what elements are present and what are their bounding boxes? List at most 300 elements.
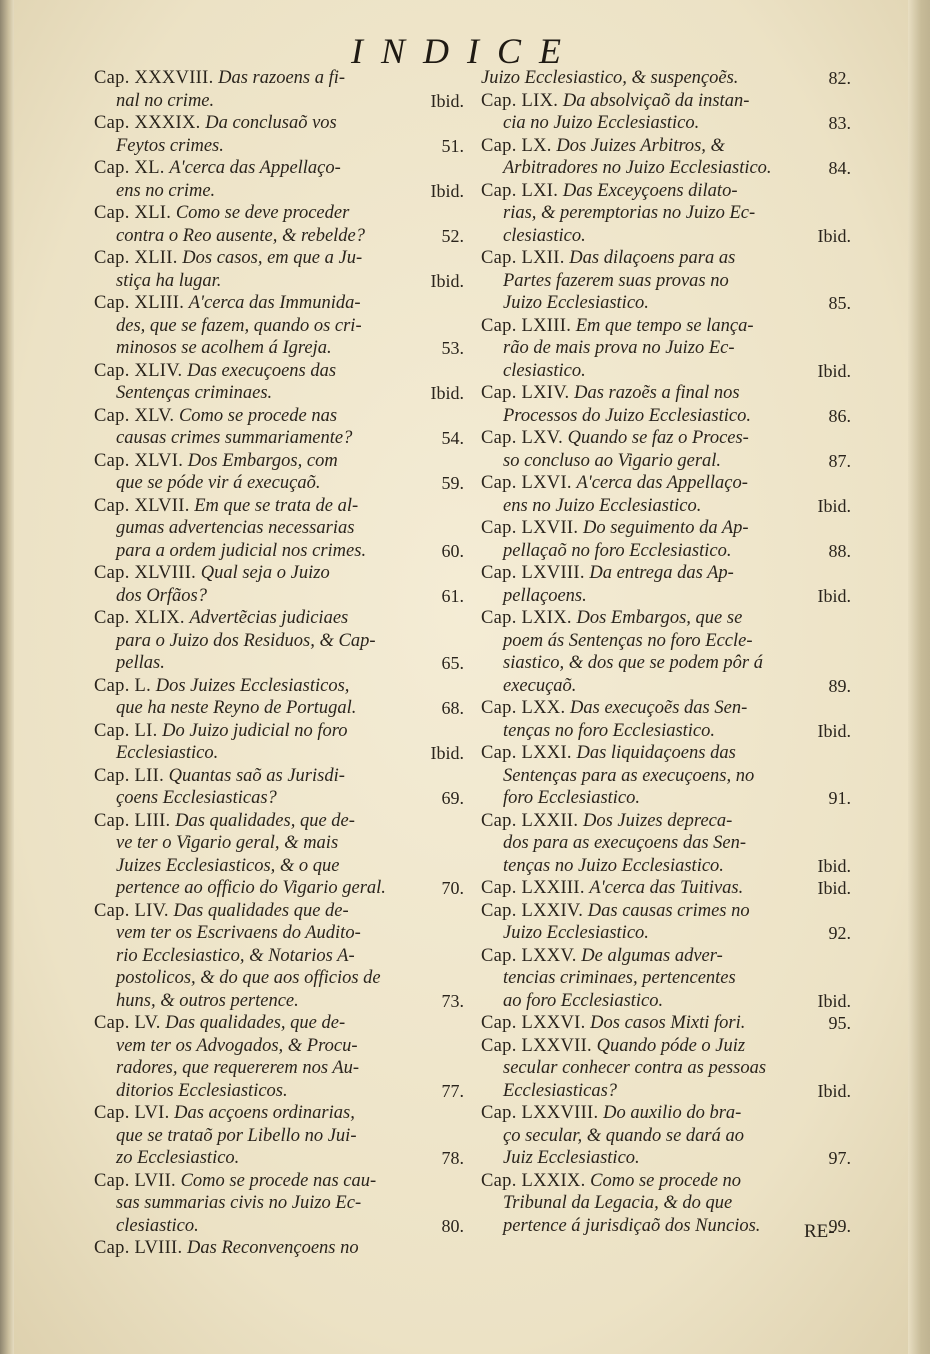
chapter-title-text: A'cerca das Appellaço- [169, 158, 341, 178]
index-entry [94, 607, 464, 675]
chapter-title-text: çoens Ecclesiasticas? [116, 788, 277, 808]
chapter-title-text: Da conclusaõ vos [205, 113, 337, 133]
chapter-title-text: siastico, & dos que se podem pôr á [503, 653, 764, 673]
entry-continuation-line [94, 90, 464, 113]
index-entry [481, 90, 851, 135]
chapter-title-text: Das qualidades, que de- [165, 1013, 346, 1033]
chapter-number: Cap. LX. [481, 135, 552, 156]
entry-first-line [94, 810, 464, 833]
chapter-title-text: Sentenças criminaes. [116, 383, 273, 403]
index-entry [481, 945, 851, 1013]
entry-first-line [94, 247, 464, 270]
page-reference: 84. [828, 158, 851, 178]
index-entry [481, 742, 851, 810]
entry-continuation-line [481, 720, 851, 743]
page-reference: Ibid. [817, 225, 851, 246]
chapter-title-text: secular conhecer contra as pessoas [503, 1058, 767, 1078]
index-entry [94, 247, 464, 292]
chapter-title-text: Da absolviçaõ da instan- [562, 90, 750, 111]
chapter-title-text: rio Ecclesiastico, & Notarios A- [116, 945, 355, 966]
entry-continuation-line [94, 135, 464, 158]
entry-continuation-line [94, 1147, 464, 1170]
chapter-title-text: Juizo Ecclesiastico. [503, 923, 649, 943]
page-reference: 95. [828, 1013, 851, 1033]
index-entry [481, 900, 851, 945]
chapter-title-text: Feytos crimes. [116, 135, 224, 156]
chapter-title-text: Das Exceyçoens dilato- [562, 180, 738, 201]
chapter-title-text: dos para as execuçoens das Sen- [503, 833, 747, 853]
entry-continuation-line [94, 427, 464, 450]
chapter-title-text: pellas. [116, 653, 165, 673]
chapter-title-text: poem ás Sentenças no foro Eccle- [503, 630, 753, 651]
entry-continuation-line [481, 360, 851, 383]
entry-first-line [481, 517, 851, 540]
index-entry [481, 517, 851, 562]
chapter-title-text: cia no Juizo Ecclesiastico. [503, 113, 700, 133]
index-entry [94, 1170, 464, 1238]
chapter-title-text: rão de mais prova no Juizo Ec- [503, 338, 735, 358]
index-entry [94, 720, 464, 765]
chapter-number: Cap. LXXIV. [481, 900, 584, 921]
entry-first-line [94, 112, 464, 135]
chapter-title-text: ditorios Ecclesiasticos. [116, 1080, 288, 1101]
index-entry [94, 157, 464, 202]
chapter-title-text: Dos Juizes depreca- [582, 810, 733, 831]
entry-first-line [481, 1035, 851, 1058]
entry-first-line [481, 810, 851, 833]
index-entry [481, 1170, 851, 1238]
chapter-number: Cap. LXV. [481, 428, 564, 448]
page-reference: 85. [828, 293, 851, 313]
chapter-title-text: para o Juizo dos Residuos, & Cap- [116, 630, 376, 651]
index-entry [94, 562, 464, 607]
index-entry [94, 900, 464, 1013]
chapter-number: Cap. LXIX. [481, 608, 572, 628]
chapter-title-text: que ha neste Reyno de Portugal. [116, 698, 357, 718]
page-reference: Ibid. [817, 720, 851, 741]
chapter-title-text: tencias criminaes, pertencentes [503, 968, 736, 988]
entry-continuation-line [481, 585, 851, 608]
entry-first-line [94, 202, 464, 225]
entry-continuation-line [94, 832, 464, 855]
entry-continuation-line [94, 1215, 464, 1238]
page-reference: Ibid. [430, 383, 464, 403]
entry-first-line [94, 1170, 464, 1193]
page-reference: 73. [441, 990, 464, 1011]
chapter-title-text: Quando se faz o Proces- [567, 428, 749, 448]
page-reference: 97. [828, 1148, 851, 1168]
page-reference: Ibid. [817, 360, 851, 381]
chapter-title-text: rias, & peremptorias no Juizo Ec- [503, 203, 756, 223]
page-title: INDICE [351, 31, 579, 71]
entry-continuation-line [94, 337, 464, 360]
chapter-title-text: Quantas saõ as Jurisdi- [168, 765, 345, 786]
chapter-number: Cap. LV. [94, 1013, 161, 1033]
index-entry [481, 247, 851, 315]
chapter-title-text: Da entrega das Ap- [589, 563, 734, 583]
chapter-title-text: foro Ecclesiastico. [503, 788, 641, 808]
index-entry [481, 135, 851, 180]
chapter-number: Cap. L. [94, 675, 152, 696]
entry-first-line [481, 877, 851, 900]
chapter-title-text: Das razoens a fi- [218, 68, 346, 88]
chapter-title-text: Das Reconvençoens no [187, 1238, 359, 1258]
chapter-title-text: huns, & outros pertence. [116, 990, 299, 1011]
chapter-number: Cap. XLIX. [94, 608, 185, 628]
index-entry [481, 427, 851, 472]
chapter-title-text: Ecclesiasticas? [503, 1080, 618, 1101]
entry-continuation-line [481, 1057, 851, 1080]
entry-first-line [94, 292, 464, 315]
chapter-title-text: pertence á jurisdiçaõ dos Nuncios. [503, 1215, 761, 1236]
chapter-title-text: ens no crime. [116, 180, 216, 201]
entry-first-line [481, 1102, 851, 1125]
page-reference: 65. [441, 653, 464, 673]
chapter-title-text: clesiastico. [503, 360, 586, 381]
entry-first-line [94, 765, 464, 788]
entry-continuation-line [94, 1080, 464, 1103]
entry-continuation-line [481, 675, 851, 698]
page-reference: 92. [828, 923, 851, 943]
chapter-title-text: Qual seja o Juizo [200, 563, 330, 583]
entry-first-line [94, 67, 464, 90]
entry-continuation-line [94, 990, 464, 1013]
chapter-title-text: Em que se trata de al- [194, 495, 359, 516]
entry-continuation-line [481, 765, 851, 788]
page-reference: Ibid. [430, 270, 464, 291]
chapter-title-text: causas crimes summariamente? [116, 428, 353, 448]
entry-first-line [94, 360, 464, 383]
chapter-number: Cap. XLIII. [94, 293, 185, 313]
catchword: RE- [804, 1221, 835, 1242]
page-reference: Ibid. [430, 180, 464, 201]
chapter-title-text: sas summarias civis no Juizo Ec- [116, 1193, 362, 1213]
entry-continuation-line [94, 540, 464, 563]
chapter-number: Cap. LXIII. [481, 315, 572, 336]
index-entry [94, 1012, 464, 1102]
page-reference: 53. [441, 338, 464, 358]
entry-continuation-line [94, 922, 464, 945]
entry-first-line [94, 675, 464, 698]
chapter-title-text: Das execuçoens das [187, 360, 337, 381]
entry-continuation-line [94, 517, 464, 540]
chapter-number: Cap. LXX. [481, 698, 566, 718]
entry-first-line [481, 1012, 851, 1035]
page-reference: 51. [441, 135, 464, 156]
chapter-title-text: Das dilaçoens para as [569, 248, 736, 268]
chapter-title-text: Dos Embargos, que se [576, 608, 743, 628]
index-entry [481, 315, 851, 383]
chapter-title-text: Advertẽcias judiciaes [189, 608, 349, 628]
index-entry [481, 877, 851, 900]
index-entry [481, 67, 851, 90]
page-reference: 78. [441, 1148, 464, 1168]
chapter-number: Cap. LI. [94, 720, 158, 741]
entry-first-line [481, 607, 851, 630]
page-reference: 70. [441, 878, 464, 898]
page-reference: 69. [441, 788, 464, 808]
entry-first-line [481, 90, 851, 113]
entry-continuation-line [481, 337, 851, 360]
entry-continuation-line [94, 472, 464, 495]
chapter-number: Cap. LXVII. [481, 518, 579, 538]
entry-first-line [481, 135, 851, 158]
entry-continuation-line [481, 540, 851, 563]
entry-continuation-line [481, 990, 851, 1013]
entry-continuation-line [481, 157, 851, 180]
chapter-title-text: Sentenças para as execuçoens, no [503, 765, 755, 786]
chapter-title-text: Das execuçoẽs das Sen- [570, 698, 748, 718]
entry-continuation-line [481, 1125, 851, 1148]
page-edge [908, 0, 930, 1354]
entry-first-line [481, 742, 851, 765]
index-entry [481, 1012, 851, 1035]
chapter-title-text: que se póde vir á execuçaõ. [116, 473, 321, 493]
chapter-title-text: Dos casos Mixti fori. [590, 1013, 746, 1033]
index-entry [94, 450, 464, 495]
chapter-title-text: vem ter os Advogados, & Procu- [116, 1035, 358, 1056]
entry-continuation-line [94, 1192, 464, 1215]
chapter-number: Cap. XLI. [94, 203, 172, 223]
chapter-title-text: Dos Juizes Arbitros, & [556, 135, 725, 156]
entry-first-line [481, 67, 851, 90]
chapter-number: Cap. LXI. [481, 180, 559, 201]
page-reference: 99. [828, 1215, 851, 1236]
chapter-number: Cap. LXXV. [481, 945, 577, 966]
chapter-title-text: pertence ao officio do Vigario geral. [116, 878, 386, 898]
chapter-title-text: Processos do Juizo Ecclesiastico. [503, 405, 751, 426]
page-reference: 60. [441, 540, 464, 561]
chapter-number: Cap. XL. [94, 158, 165, 178]
chapter-number: Cap. LVI. [94, 1103, 170, 1123]
entry-continuation-line [94, 945, 464, 968]
page-reference: Ibid. [817, 855, 851, 876]
entry-first-line [481, 1170, 851, 1193]
chapter-title-text: Tribunal da Legacia, & do que [503, 1193, 733, 1213]
entry-first-line [481, 945, 851, 968]
entry-continuation-line [481, 112, 851, 135]
chapter-number: Cap. LXXVI. [481, 1013, 586, 1033]
chapter-number: Cap. XXXVIII. [94, 68, 214, 88]
entry-first-line [481, 382, 851, 405]
page-reference: Ibid. [817, 990, 851, 1011]
chapter-number: Cap. XLVIII. [94, 563, 197, 583]
index-entry [481, 1102, 851, 1170]
chapter-number: Cap. LXVIII. [481, 563, 585, 583]
chapter-title-text: Do Juizo judicial no foro [162, 720, 348, 741]
entry-continuation-line [94, 225, 464, 248]
page-reference: 86. [828, 405, 851, 426]
chapter-title-text: stiça ha lugar. [116, 270, 222, 291]
page-reference: 59. [441, 473, 464, 493]
chapter-title-text: des, que se fazem, quando os cri- [116, 315, 362, 336]
page-reference: 88. [828, 540, 851, 561]
chapter-title-text: que se trataõ por Libello no Jui- [116, 1125, 357, 1146]
chapter-title-text: vem ter os Escrivaens do Audito- [116, 923, 361, 943]
chapter-number: Cap. LXXII. [481, 810, 579, 831]
entry-continuation-line [481, 202, 851, 225]
entry-first-line [94, 1012, 464, 1035]
chapter-title-text: Juiz Ecclesiastico. [503, 1148, 640, 1168]
chapter-title-text: postolicos, & do que aos officios de [116, 968, 381, 988]
chapter-number: Cap. XLII. [94, 248, 178, 268]
chapter-title-text: Do seguimento da Ap- [582, 518, 749, 538]
entry-first-line [481, 247, 851, 270]
chapter-title-text: tenças no foro Ecclesiastico. [503, 720, 716, 741]
entry-continuation-line [481, 450, 851, 473]
entry-continuation-line [481, 832, 851, 855]
index-entry [94, 1237, 464, 1260]
entry-continuation-line [94, 585, 464, 608]
chapter-title-text: Das liquidaçoens das [576, 743, 736, 763]
entry-first-line [94, 1102, 464, 1125]
index-entry [481, 382, 851, 427]
entry-first-line [481, 472, 851, 495]
index-entry [94, 360, 464, 405]
chapter-title-text: gumas advertencias necessarias [116, 518, 355, 538]
page-reference: 77. [441, 1080, 464, 1101]
chapter-number: Cap. LVIII. [94, 1238, 183, 1258]
chapter-number: Cap. LII. [94, 765, 164, 786]
chapter-title-text: pellaçoens. [503, 585, 587, 606]
index-entry [94, 810, 464, 900]
entry-first-line [94, 720, 464, 743]
entry-continuation-line [94, 1035, 464, 1058]
entry-first-line [94, 607, 464, 630]
index-entry [94, 495, 464, 563]
page-reference: 52. [441, 225, 464, 246]
chapter-number: Cap. LIV. [94, 900, 169, 921]
entry-first-line [481, 562, 851, 585]
chapter-title-text: dos Orfãos? [116, 585, 207, 606]
entry-continuation-line [94, 652, 464, 675]
chapter-title-text: Como se procede nas [178, 405, 338, 426]
entry-continuation-line [94, 630, 464, 653]
chapter-title-text: Como se procede nas cau- [180, 1170, 377, 1191]
entry-first-line [481, 697, 851, 720]
chapter-number: Cap. XLVI. [94, 450, 184, 471]
chapter-title-text: Das qualidades que de- [173, 900, 349, 921]
entry-first-line [94, 157, 464, 180]
chapter-title-text: Dos casos, em que a Ju- [182, 248, 363, 268]
index-entry [94, 67, 464, 112]
chapter-title-text: Dos Juizes Ecclesiasticos, [155, 675, 350, 696]
entry-first-line [94, 1237, 464, 1260]
entry-continuation-line [481, 225, 851, 248]
index-entry [481, 472, 851, 517]
entry-continuation-line [94, 1057, 464, 1080]
chapter-number: Cap. XLVII. [94, 495, 190, 516]
chapter-title-text: De algumas adver- [581, 945, 723, 966]
entry-continuation-line [481, 967, 851, 990]
chapter-number: Cap. LXIV. [481, 383, 570, 403]
entry-continuation-line [481, 1080, 851, 1103]
entry-first-line [94, 495, 464, 518]
chapter-number: Cap. LXVI. [481, 473, 572, 493]
chapter-title-text: A'cerca das Tuitivas. [589, 878, 744, 898]
chapter-title-text: Das qualidades, que de- [175, 810, 355, 831]
entry-continuation-line [94, 787, 464, 810]
chapter-title-text: Das razoẽs a final nos [574, 383, 740, 403]
page-reference: Ibid. [430, 743, 464, 763]
chapter-title-text: A'cerca das Appellaço- [576, 473, 748, 493]
entry-continuation-line [481, 1147, 851, 1170]
index-entry [94, 202, 464, 247]
chapter-title-text: pellaçaõ no foro Ecclesiastico. [503, 540, 732, 561]
page-reference: 82. [828, 68, 851, 88]
index-entry [481, 697, 851, 742]
chapter-number: Cap. LXXI. [481, 743, 572, 763]
page-reference: 68. [441, 698, 464, 718]
entry-continuation-line [481, 495, 851, 518]
entry-first-line [94, 900, 464, 923]
entry-continuation-line [481, 922, 851, 945]
index-entry [481, 810, 851, 878]
entry-first-line [481, 427, 851, 450]
chapter-title-text: Quando póde o Juiz [596, 1035, 746, 1056]
index-entry [94, 1102, 464, 1170]
page-reference: Ibid. [430, 90, 464, 111]
index-column-left [94, 67, 464, 1260]
binding-gutter [0, 0, 14, 1354]
index-entry [94, 405, 464, 450]
chapter-number: Cap. LIX. [481, 90, 559, 111]
index-entry [481, 607, 851, 697]
chapter-title-text: Das acçoens ordinarias, [174, 1103, 355, 1123]
entry-continuation-line [94, 382, 464, 405]
index-entry [481, 1035, 851, 1103]
page-reference: 54. [441, 428, 464, 448]
index-column-right [481, 67, 851, 1237]
entry-continuation-line [481, 270, 851, 293]
chapter-title-text: Juizo Ecclesiastico, & suspençoẽs. [481, 68, 739, 88]
chapter-title-text: para a ordem judicial nos crimes. [116, 540, 367, 561]
entry-first-line [481, 180, 851, 203]
chapter-title-text: execuçaõ. [503, 675, 577, 696]
entry-continuation-line [94, 180, 464, 203]
page-reference: Ibid. [817, 1080, 851, 1101]
entry-continuation-line [481, 292, 851, 315]
entry-continuation-line [94, 1125, 464, 1148]
page-reference: 61. [441, 585, 464, 606]
chapter-number: Cap. XLV. [94, 405, 175, 426]
entry-first-line [94, 405, 464, 428]
index-entry [481, 180, 851, 248]
entry-continuation-line [94, 270, 464, 293]
chapter-title-text: A'cerca das Immunida- [188, 293, 361, 313]
entry-continuation-line [94, 742, 464, 765]
entry-first-line [94, 562, 464, 585]
chapter-title-text: clesiastico. [116, 1215, 199, 1236]
chapter-title-text: Partes fazerem suas provas no [503, 270, 729, 291]
entry-continuation-line [481, 1215, 851, 1238]
entry-continuation-line [94, 877, 464, 900]
entry-continuation-line [481, 630, 851, 653]
chapter-title-text: Como se deve proceder [175, 203, 350, 223]
entry-continuation-line [94, 315, 464, 338]
page-reference: Ibid. [817, 495, 851, 516]
page-reference: Ibid. [817, 878, 851, 898]
chapter-number: Cap. LXXVIII. [481, 1103, 599, 1123]
chapter-title-text: Arbitradores no Juizo Ecclesiastico. [503, 158, 772, 178]
chapter-number: Cap. LIII. [94, 810, 171, 831]
chapter-number: Cap. LXXIII. [481, 878, 585, 898]
chapter-number: Cap. LXII. [481, 248, 565, 268]
index-entry [94, 292, 464, 360]
page-reference: 91. [828, 788, 851, 808]
chapter-title-text: minosos se acolhem á Igreja. [116, 338, 332, 358]
index-entry [94, 765, 464, 810]
